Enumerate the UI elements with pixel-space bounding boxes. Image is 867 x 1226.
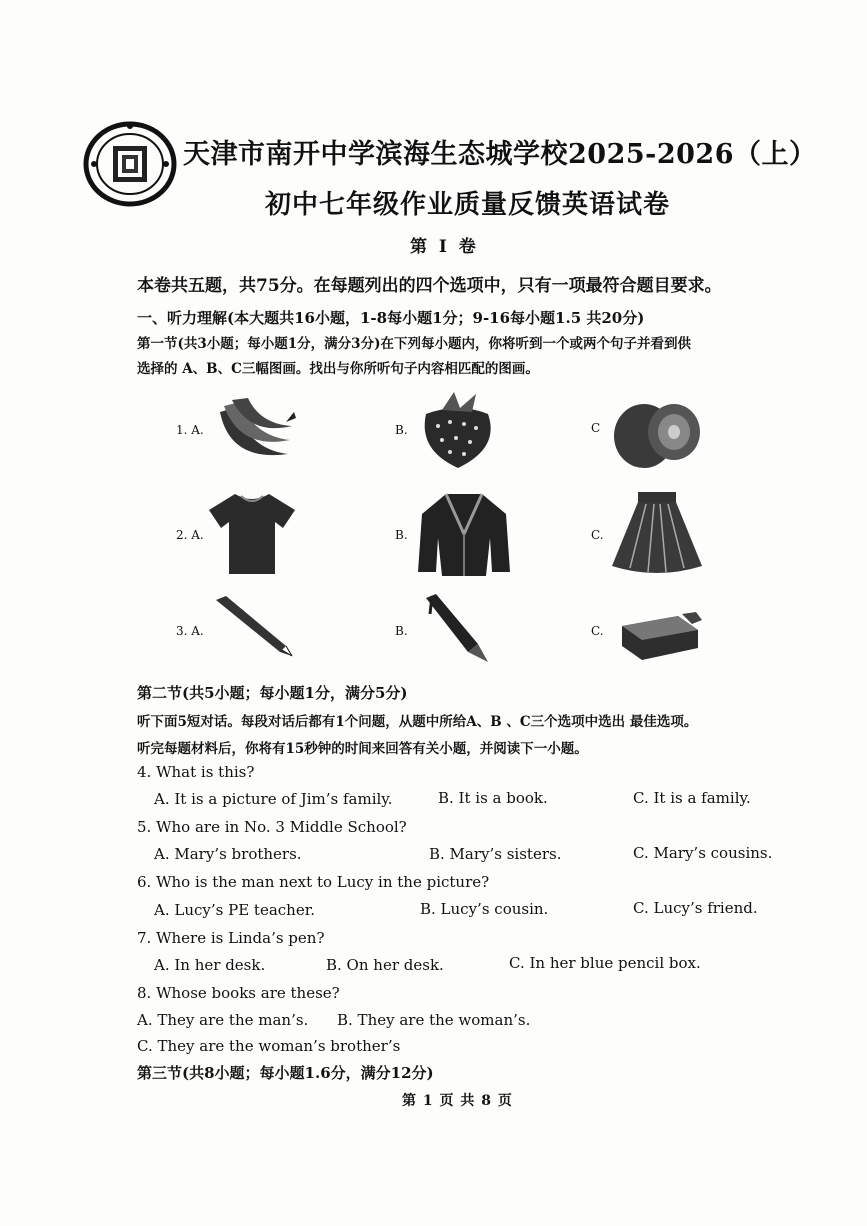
question-5-option-a: A. Mary’s brothers. [154, 845, 302, 863]
picture-label-1a: 1. A. [176, 423, 204, 437]
page-number-footer: 第 1 页 共 8 页 [402, 1093, 513, 1109]
question-6: 6. Who is the man next to Lucy in the picture? [137, 873, 490, 891]
question-6-option-a: A. Lucy’s PE teacher. [154, 901, 315, 919]
part1-instruction-line1: 第一节(共3小题；每小题1分，满分3分)在下列每小题内，你将听到一个或两个句子并看到供 [137, 336, 691, 352]
pencil-picture [212, 594, 296, 658]
eraser-picture [612, 606, 708, 664]
picture-label-3c: C. [591, 624, 604, 638]
question-5: 5. Who are in No. 3 Middle School? [137, 818, 407, 836]
kiwi-fruit-picture [610, 390, 702, 474]
question-4-option-a: A. It is a picture of Jim’s family. [154, 790, 393, 808]
school-seal-logo [80, 118, 180, 210]
question-7: 7. Where is Linda’s pen? [137, 929, 325, 947]
picture-label-1c: C [591, 421, 601, 435]
part2-instruction-line2: 听完每题材料后，你将有15秒钟的时间来回答有关小题，并阅读下一小题。 [137, 741, 588, 757]
picture-label-2b: B. [395, 528, 408, 542]
question-8-option-c: C. They are the woman’s brother’s [137, 1037, 401, 1055]
t-shirt-picture [207, 488, 297, 578]
question-8-option-a: A. They are the man’s. [137, 1011, 309, 1029]
pen-picture [422, 592, 492, 664]
question-6-option-c: C. Lucy’s friend. [633, 899, 758, 917]
picture-label-1b: B. [395, 423, 408, 437]
picture-label-3a: 3. A. [176, 624, 204, 638]
exam-title-line1: 天津市南开中学滨海生态城学校2025-2026（上） [183, 139, 817, 170]
question-7-option-a: A. In her desk. [154, 956, 266, 974]
part1-instruction-line2: 选择的 A、B、C三幅图画。找出与你所听句子内容相匹配的图画。 [137, 361, 539, 377]
question-8: 8. Whose books are these? [137, 984, 340, 1002]
exam-title-line2: 初中七年级作业质量反馈英语试卷 [265, 190, 671, 220]
picture-label-2c: C. [591, 528, 604, 542]
skirt-picture [610, 488, 704, 576]
question-4-option-c: C. It is a family. [633, 789, 751, 807]
picture-label-2a: 2. A. [176, 528, 204, 542]
exam-intro: 本卷共五题，共75分。在每题列出的四个选项中，只有一项最符合题目要求。 [137, 276, 722, 296]
part2-instruction-line1: 听下面5短对话。每段对话后都有1个问题，从题中所给A、B 、C三个选项中选出 最佳选项。 [137, 714, 698, 730]
question-5-option-c: C. Mary’s cousins. [633, 844, 773, 862]
strawberry-picture [414, 388, 504, 472]
question-4: 4. What is this? [137, 763, 255, 781]
question-6-option-b: B. Lucy’s cousin. [420, 900, 549, 918]
section1-heading: 一、听力理解(本大题共16小题，1-8每小题1分；9-16每小题1.5 共20分) [137, 309, 645, 327]
bananas-picture [210, 392, 296, 472]
picture-label-3b: B. [395, 624, 408, 638]
question-4-option-b: B. It is a book. [438, 789, 548, 807]
part3-heading: 第三节(共8小题；每小题1.6分，满分12分) [137, 1064, 434, 1082]
question-8-option-b: B. They are the woman’s. [337, 1011, 531, 1029]
question-7-option-c: C. In her blue pencil box. [509, 954, 701, 972]
question-7-option-b: B. On her desk. [326, 956, 444, 974]
question-5-option-b: B. Mary’s sisters. [429, 845, 562, 863]
jacket-picture [416, 488, 512, 578]
volume-label: 第 I 卷 [410, 237, 479, 257]
part2-heading: 第二节(共5小题；每小题1分，满分5分) [137, 684, 408, 702]
